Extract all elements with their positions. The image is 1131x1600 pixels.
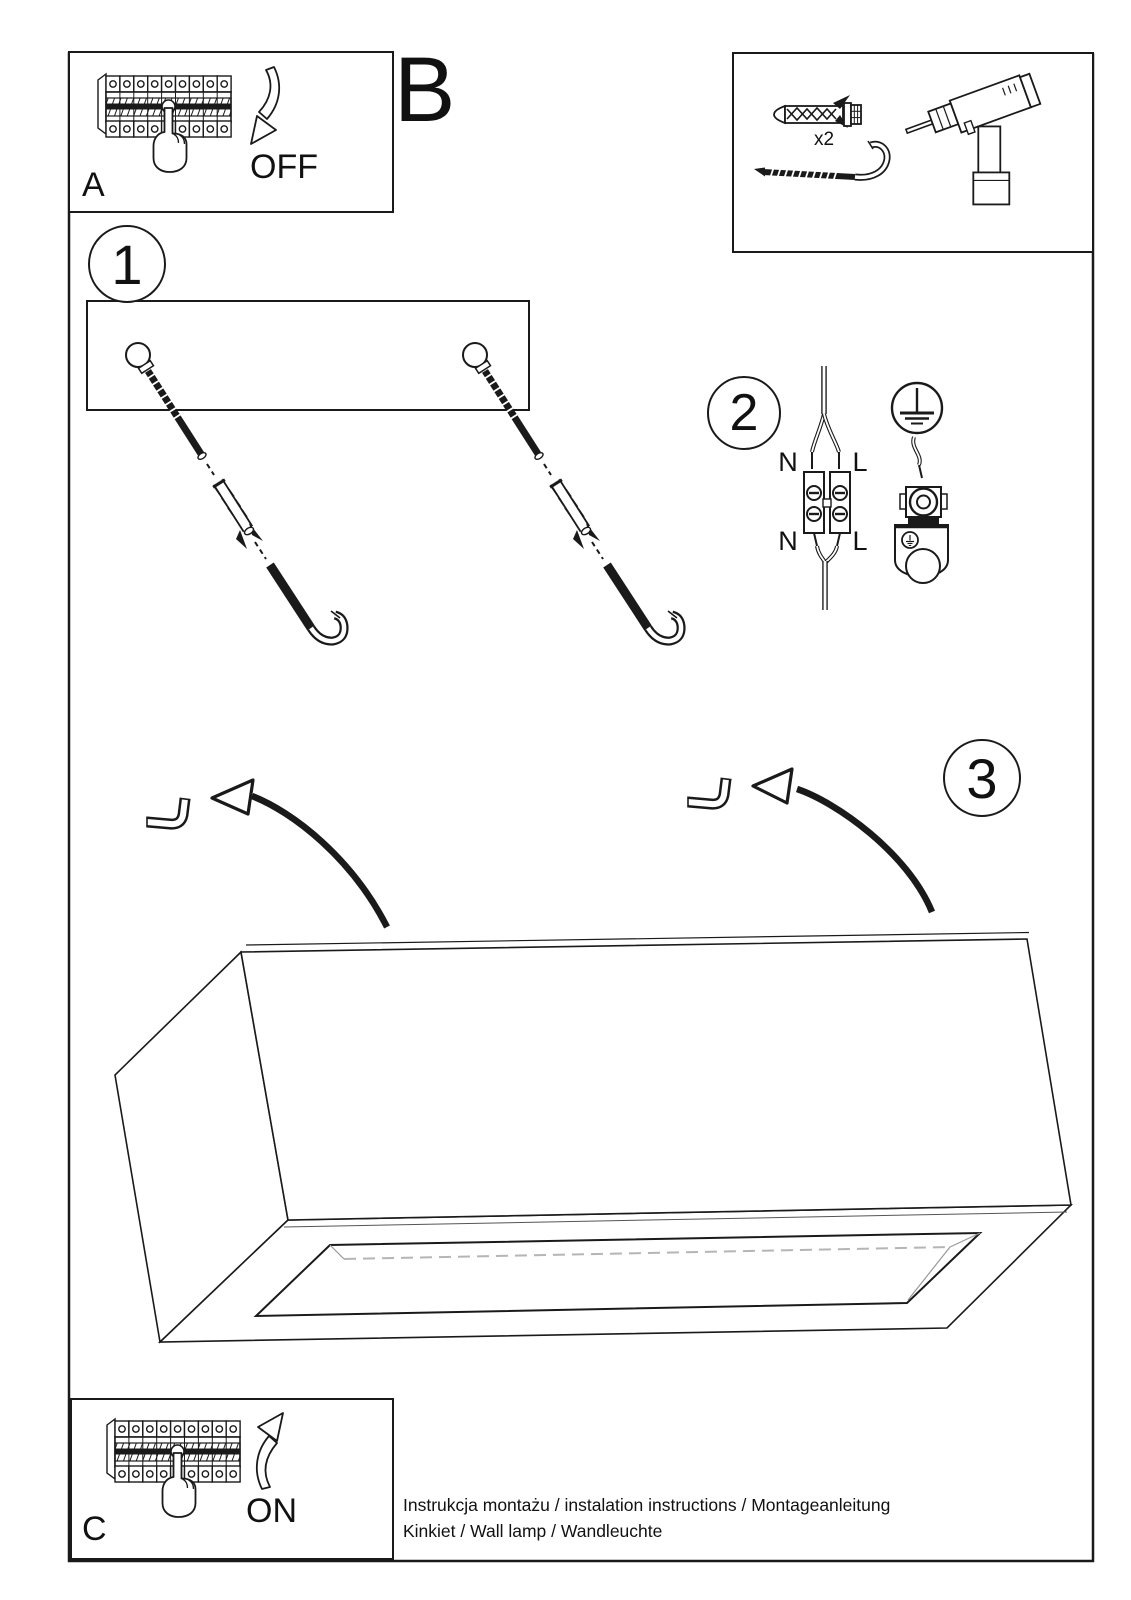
toolbox-panel bbox=[733, 53, 1093, 252]
on-label: ON bbox=[246, 1492, 297, 1530]
wall-lamp-body bbox=[115, 933, 1071, 1343]
step-1-number: 1 bbox=[111, 232, 143, 296]
panel-c-label: C bbox=[82, 1510, 107, 1548]
step-1-badge bbox=[88, 225, 166, 303]
step-3-number: 3 bbox=[966, 746, 998, 810]
curved-arrow-right-icon bbox=[753, 769, 932, 912]
step-3-badge bbox=[943, 739, 1021, 817]
lamp-light-opening bbox=[256, 1233, 980, 1316]
live-label-top: L bbox=[852, 447, 868, 477]
step3-hanging bbox=[147, 769, 932, 927]
step1-mounting bbox=[87, 301, 681, 641]
step-2-number: 2 bbox=[729, 384, 759, 442]
section-b-label: B bbox=[394, 39, 456, 141]
terminal-block-icon bbox=[804, 472, 850, 533]
step-2-badge bbox=[707, 376, 781, 450]
footer-title: Instrukcja montażu / instalation instructions / Montageanleitung bbox=[403, 1495, 891, 1515]
ground-wire bbox=[913, 437, 922, 478]
neutral-label-top: N bbox=[778, 447, 798, 477]
panel-a-breaker-off bbox=[69, 52, 393, 212]
off-label: OFF bbox=[250, 148, 318, 186]
neutral-label-bottom: N bbox=[778, 526, 798, 556]
step2-wiring bbox=[804, 366, 948, 610]
lamp-cable bbox=[814, 533, 840, 610]
mains-cable bbox=[812, 366, 839, 469]
ceramic-socket-icon bbox=[895, 487, 948, 583]
footer-product: Kinkiet / Wall lamp / Wandleuchte bbox=[403, 1521, 663, 1541]
live-label-bottom: L bbox=[852, 526, 868, 556]
panel-c-breaker-on bbox=[71, 1399, 393, 1559]
curved-arrow-left-icon bbox=[212, 780, 387, 927]
anchor-quantity-label: x2 bbox=[814, 129, 835, 150]
ground-symbol-icon bbox=[892, 383, 942, 433]
panel-a-label: A bbox=[82, 166, 105, 204]
